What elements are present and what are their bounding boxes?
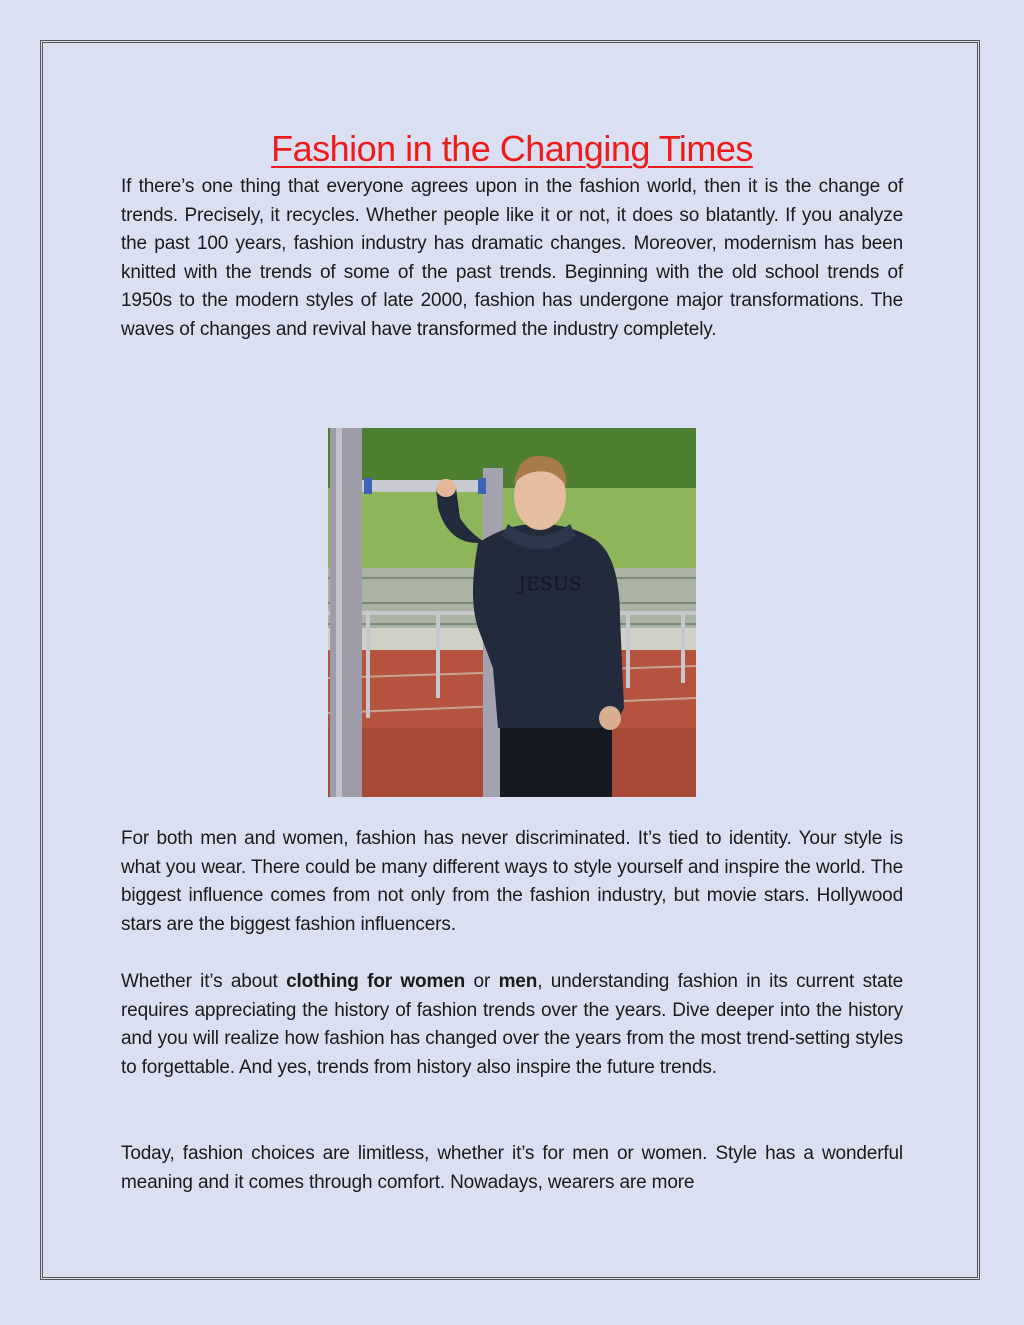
page-title: Fashion in the Changing Times (271, 128, 753, 169)
hoodie-print-text: JESUS (518, 573, 582, 595)
intro-paragraph: If there’s one thing that everyone agrees upon in the fashion world, then it is the change of trends. Precisely, it recycles. Whether people like it or not, it does so blatantly. If you analyze the past 100 years, fashion industry has dramatic changes. Moreover, modernism has been knitted with the trends of some of the past trends. Beginning with the old school trends of 1950s to the modern styles of late 2000, fashion has undergone major transformations. The waves of changes and revival have transformed the industry completely. (121, 176, 903, 340)
men-link[interactable]: men (498, 971, 538, 992)
identity-paragraph: For both men and women, fashion has never discriminated. It’s tied to identity. Your style is what you wear. There could be many different ways to style yourself and inspire the world. The biggest influence comes from not only from the fashion industry, but movie stars. Hollywood stars are the biggest fashion influencers. (121, 828, 903, 935)
history-paragraph (121, 968, 903, 1082)
choices-paragraph: Today, fashion choices are limitless, whether it’s for men or women. Style has a wonderful meaning and it comes through comfort. Nowadays, wearers are more (121, 1143, 903, 1193)
history-text-2: or (465, 971, 499, 992)
man-in-hoodie-photo (328, 428, 696, 797)
clothing-for-women-link[interactable]: clothing for women (286, 971, 466, 992)
history-text-1: Whether it’s about (121, 971, 287, 992)
history-text-3: , understanding fashion in its current state requires appreciating the history of fashion trends over the years. Dive deeper into the history and you will realize how fashion has changed over the years from the most trend-setting styles to forgettable. And yes, trends from history also inspire the future trends. (121, 971, 904, 1078)
